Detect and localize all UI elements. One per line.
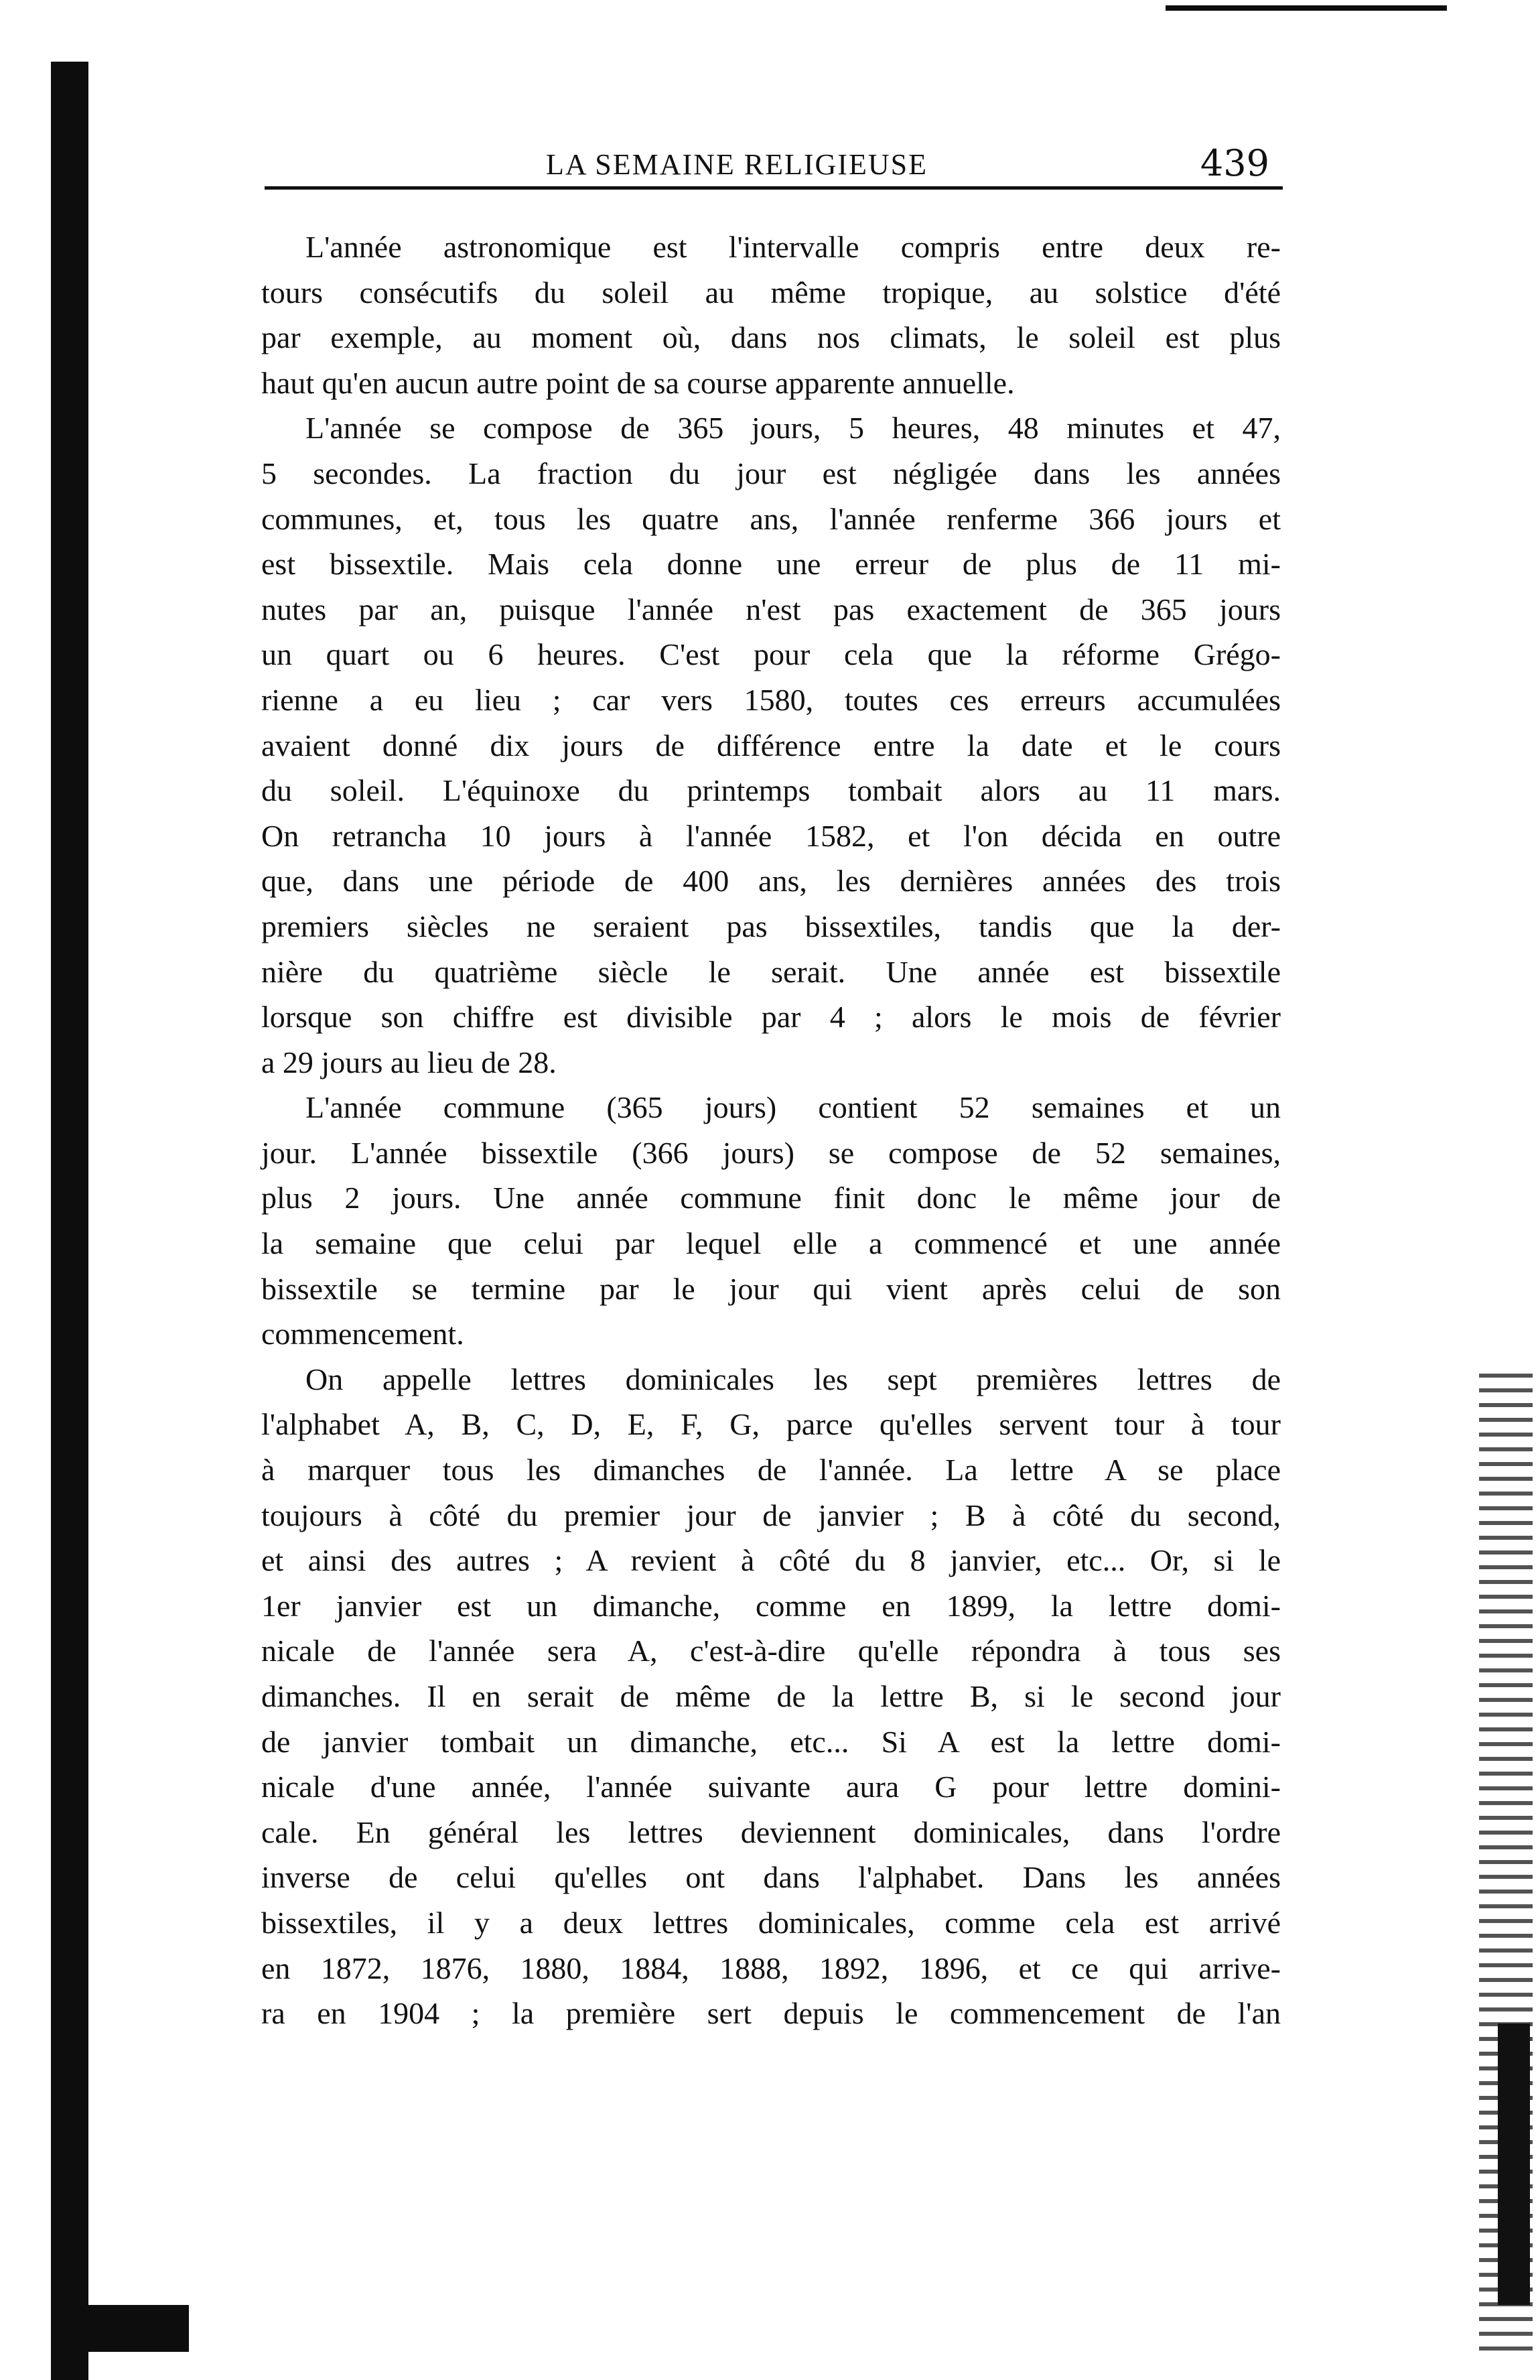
text-line: On appelle lettres dominicales les sept premières lettres de [305, 1362, 1281, 1396]
page-header [265, 142, 1283, 193]
text-line: 5 secondes. La fraction du jour est négligée dans les années [261, 456, 1281, 490]
text-line: nicale d'une année, l'année suivante aura G pour lettre domini- [261, 1770, 1281, 1804]
text-line: nutes par an, puisque l'année n'est pas exactement de 365 jours [261, 592, 1281, 626]
text-line: tours consécutifs du soleil au même tropique, au solstice d'été [261, 275, 1281, 310]
header-rule [265, 186, 1283, 190]
text-line: nicale de l'année sera A, c'est-à-dire qu'elle répondra à tous ses [261, 1634, 1281, 1668]
text-line: nière du quatrième siècle le serait. Une année est bissextile [261, 954, 1281, 989]
page-number: 439 [1200, 142, 1269, 184]
text-line: et ainsi des autres ; A revient à côté du 8 janvier, etc... Or, si le [261, 1543, 1281, 1578]
page-scan-right-edge-shadow [1498, 2024, 1530, 2305]
text-line: L'année commune (365 jours) contient 52 semaines et un [305, 1090, 1281, 1125]
paragraph-year-length [261, 405, 1281, 1085]
text-line: la semaine que celui par lequel elle a commencé et une année [261, 1226, 1281, 1261]
text-line: à marquer tous les dimanches de l'année. La lettre A se place [261, 1453, 1281, 1488]
body-text [261, 224, 1281, 2036]
text-line: du soleil. L'équinoxe du printemps tombait alors au 11 mars. [261, 773, 1281, 808]
text-line: en 1872, 1876, 1880, 1884, 1888, 1892, 1896, et ce qui arrive- [261, 1951, 1281, 1985]
text-line: L'année se compose de 365 jours, 5 heures, 48 minutes et 47, [305, 411, 1281, 446]
text-line: toujours à côté du premier jour de janvier ; B à côté du second, [261, 1498, 1281, 1532]
text-line: inverse de celui qu'elles ont dans l'alphabet. Dans les années [261, 1860, 1281, 1895]
page-scan-left-border-foot [88, 2305, 189, 2352]
page-scan-top-edge [1166, 5, 1447, 11]
paragraph-common-year [261, 1085, 1281, 1357]
text-line: par exemple, au moment où, dans nos climats, le soleil est plus [261, 320, 1281, 355]
text-line: L'année astronomique est l'intervalle compris entre deux re- [305, 230, 1281, 264]
text-line: un quart ou 6 heures. C'est pour cela que la réforme Grégo- [261, 637, 1281, 672]
text-line: bissextile se termine par le jour qui vient après celui de son [261, 1271, 1281, 1306]
paragraph-dominical-letters [261, 1357, 1281, 2036]
paragraph-year-definition [261, 224, 1281, 405]
text-line: dimanches. Il en serait de même de la lettre B, si le second jour [261, 1679, 1281, 1713]
text-line: que, dans une période de 400 ans, les dernières années des trois [261, 864, 1281, 899]
text-line: jour. L'année bissextile (366 jours) se compose de 52 semaines, [261, 1135, 1281, 1170]
text-line: a 29 jours au lieu de 28. [261, 1045, 557, 1079]
text-line: cale. En général les lettres deviennent dominicales, dans l'ordre [261, 1814, 1281, 1849]
text-line: On retrancha 10 jours à l'année 1582, et l'on décida en outre [261, 818, 1281, 853]
text-line: est bissextile. Mais cela donne une erreur de plus de 11 mi- [261, 547, 1281, 582]
text-line: ra en 1904 ; la première sert depuis le commencement de l'an [261, 1996, 1281, 2031]
text-line: rienne a eu lieu ; car vers 1580, toutes ces erreurs accumulées [261, 682, 1281, 717]
text-line: avaient donné dix jours de différence entre la date et le cours [261, 728, 1281, 763]
text-line: plus 2 jours. Une année commune finit donc le même jour de [261, 1181, 1281, 1215]
text-line: de janvier tombait un dimanche, etc... Si A est la lettre domi- [261, 1724, 1281, 1759]
text-line: bissextiles, il y a deux lettres dominicales, comme cela est arrivé [261, 1905, 1281, 1940]
page-scan-left-border [51, 62, 88, 2380]
running-title: LA SEMAINE RELIGIEUSE [546, 148, 928, 181]
text-line: communes, et, tous les quatre ans, l'année renferme 366 jours et [261, 501, 1281, 536]
text-line: lorsque son chiffre est divisible par 4 ; alors le mois de février [261, 1000, 1281, 1035]
text-line: haut qu'en aucun autre point de sa course apparente annuelle. [261, 365, 1015, 400]
text-line: l'alphabet A, B, C, D, E, F, G, parce qu'elles servent tour à tour [261, 1407, 1281, 1442]
text-line: premiers siècles ne seraient pas bissextiles, tandis que la der- [261, 909, 1281, 943]
text-line: 1er janvier est un dimanche, comme en 1899, la lettre domi- [261, 1588, 1281, 1623]
text-line: commencement. [261, 1317, 464, 1351]
